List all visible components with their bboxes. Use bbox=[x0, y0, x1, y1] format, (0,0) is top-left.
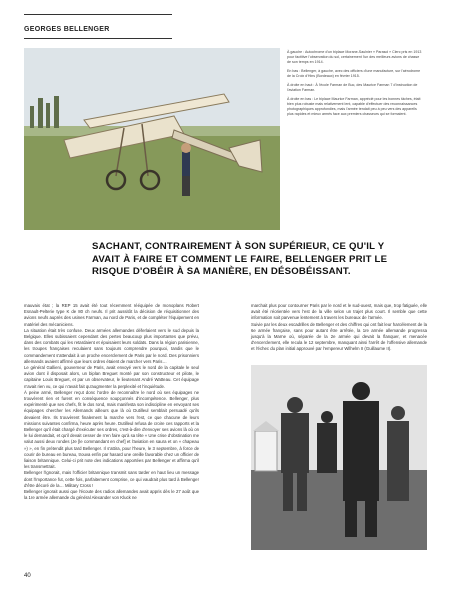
body-paragraph: La situation était très confuse. Deux armées allemandes déferlaient vers le sud depuis la Belgique. Elles subissaient cependant des pertes beaucoup plus importantes que prévu, dans des combats qui les retardaient et épuisaient leurs soldats. Dans la région parisienne, les troupes françaises reculaient sans toujours comprendre pourquoi, tandis que le commandement s'attendait à un proche encerclement de Paris par le nord. Des prisonniers allemands avaient affirmé que leurs ordres étaient de marcher vers Paris… bbox=[24, 327, 199, 364]
photo-monoplane bbox=[24, 48, 280, 230]
caption-text: À droite en haut : À l'école Farman de Buc, des Maurice Farman 7 d'instruction de l'aviation Farman. bbox=[287, 83, 418, 92]
body-paragraph: Suivie par les deux escadrilles de Bellenger et des chiffres qui ont fait leur harcèlement de la 6e armée française, sans pour autant être arrêtée, la 1re armée allemande progressa jusqu'à la Marne où, séparée de la 2e armée qui devait la flanquer, et menacée d'encerclement, elle recula le 12 septembre, manquant ainsi l'arrêt de l'offensive allemande et l'échec du plan initial approuvé par l'empereur Wilhelm II (Guillaume II). bbox=[251, 321, 427, 352]
caption-text: En bas : Bellenger, à gauche, avec des officiers d'une manufacture, sur l'aérodrome de la Croix d'Hins (Bordeaux) en février 1915. bbox=[287, 69, 421, 78]
monoplane-illustration bbox=[24, 48, 280, 230]
running-header bbox=[24, 14, 172, 39]
body-paragraph: mauvais état ; la REP 15 avait été tout récemment rééquipée de monoplans Robert Esnault-Pelterie type K de 80 ch neufs. Il prit aussitôt la décision de réquisitionner des avions neufs auprès des usines Farman, au nord de Paris, et de compléter l'équipement en matériel des mécaniciens. bbox=[24, 303, 199, 327]
running-header-title: GEORGES BELLENGER bbox=[24, 26, 110, 33]
photo-captions bbox=[287, 50, 423, 121]
body-column-left bbox=[24, 303, 199, 502]
body-paragraph: Le général Gallieni, gouverneur de Paris, avait envoyé vers le nord de la capitale le seul avion dont il disposait alors, un biplan Breguet monté par son constructeur et pilote, le capitaine Louis Breguet, et par un observateur, le lieutenant André Watteau. Cet équipage n'avait rien vu, ce qui n'avait fait qu'augmenter la perplexité et l'inquiétude. bbox=[24, 365, 199, 389]
photo-officers bbox=[251, 365, 427, 550]
page-number: 40 bbox=[24, 573, 31, 579]
officers-illustration bbox=[251, 365, 427, 550]
body-column-right bbox=[251, 303, 427, 353]
body-paragraph: Bellenger ignorait aussi que l'écoute des radios allemandes avait appris dès le 27 août que la 1re armée allemande du général Alexander von Kluck ne bbox=[24, 489, 199, 501]
pull-quote: SACHANT, CONTRAIREMENT À SON SUPÉRIEUR, CE QU'IL Y AVAIT À FAIRE ET COMMENT LE FAIRE, BELLENGER PRIT LE RISQUE D'OBÉIR À SA MANIÈRE, EN DÉSOBÉISSANT. bbox=[92, 241, 388, 277]
body-paragraph: Bellenger l'ignorait, mais l'officier britannique transmit sans tarder en haut lieu un message dont l'importance fut, cette fois, parfaitement comprise, ce qui vaudrait plus tard à Bellenger d'être décoré de la… Military Cross ! bbox=[24, 470, 199, 488]
body-paragraph: marchait plus pour contourner Paris par le nord et le sud-ouest, mais que, trop fatiguée, elle avait été réorientée vers l'est de la ville selon un trajet plus court. Il semble que cette information soit parvenue lentement à travers les bureaux de l'armée. bbox=[251, 303, 427, 321]
caption-text: À gauche : Autochrome d'un biplace Morane-Saulnier « Parasol » Clerc pris en 1913 pour factitive l'observation du sol, certainement l'un des meilleurs avions de chasse de son temps en 1914. bbox=[287, 50, 422, 64]
body-paragraph: À peine armé, Bellenger reçut donc l'ordre de reconnaître le nord où ses équipages ne trouvèrent rien et furent en conséquence soupçonnés d'incompétence. Bellenger, plus expérimenté que ses chefs, fit le dos rond, mais manifesta son indiscipline en envoyant ses équipages chercher les Allemands ailleurs que là où Dutilleul semblait persuadé qu'ils devaient être. Ils trouvèrent finalement la marche vers l'est, ce que chacune de leurs missions suivantes confirma, heure après heure. Dutilleul refusa de croire ces rapports et la Bellenger qu'il était chargé d'exécuter ses ordres, c'est-à-dire d'envoyer ses avions là où on le lui demandait, et qu'il devait cesser de n'en faire qu'à sa tête « Une crise d'obstination me valut aussi deux rondes (Je [le commandant en chef] et l'aviation en saura et on « chapeau ») », en fin prétendit plus tard Bellenger. Il s'attira, pour l'heure, le 3 septembre, à force de courir de bureau en bureau, trouva enfin par hasard une oreille favorable chez un officier de liaison britannique. Celui-ci prit note des indications apportées par Bellenger et affirma qu'il les transmettrait. bbox=[24, 389, 199, 470]
caption-text: À droite en bas : Le biplace Maurice Farman, apprécié pour les bonnes tâches, était bien plus robuste mais relativement lent, capable d'effectuer des reconnaissances photographiques approfondies, mais l'armée tendait peu à peu vers des appareils plus rapides et mieux armés face aux premiers chasseurs qui se formaient. bbox=[287, 97, 421, 116]
